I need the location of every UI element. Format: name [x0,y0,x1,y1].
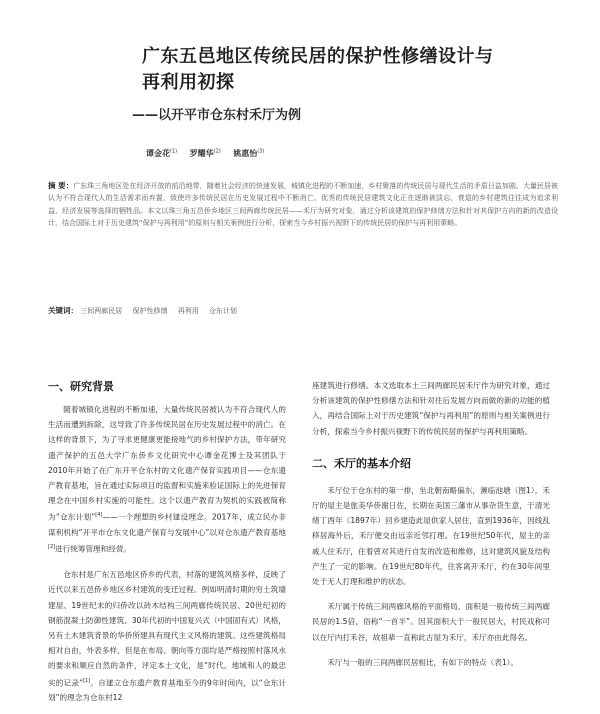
section-heading-introduction: 二、禾厅的基本介绍 [312,456,411,470]
keyword: 保护性修缮 [132,307,168,315]
keywords-label: 关键词： [48,306,78,315]
body-paragraph: 禾厅属于传统三间两廊风格的平面格局，面积是一般传统三间两廊民居的1.5倍，俗称“一首半”。因其面积大于一般民居大，村民戏称可以在厅内打禾谷，故祖辈一直称此古屋为禾厅，禾厅亦由此得名。 [312,602,550,642]
author-2: 罗耀华$^{(2)}$ [189,148,221,158]
paper-subtitle: ——以开平市仓东村禾厅为例 [132,108,302,123]
keyword: 三间两廊民居 [80,307,123,315]
author-list [146,148,274,159]
title-line-2: 再利用初探 [142,72,235,93]
keyword: 再利用 [177,307,199,315]
author-3: 姚惠怡$^{(3)}$ [233,148,265,158]
left-column [48,378,286,705]
keywords [48,305,558,316]
keyword: 仓东计划 [208,307,237,315]
abstract [48,180,558,230]
title-line-1: 广东五邑地区传统民居的保护性修缮设计与 [142,46,494,67]
body-paragraph: 座建筑进行修缮。本文选取本土三间两廊民居禾厅作为研究对象，通过分析该建筑的保护性修缮方法和针对往后发展方向而做的新的功能的植入，再结合国际上对于历史建筑“保护与再利用”的原则与相关案例进行分析，探索当今乡村振兴视野下的传统民居的保护与再利用策略。 [312,381,550,436]
right-column [312,378,550,670]
section-heading-background: 一、研究背景 [48,380,114,393]
paper-title [142,44,562,96]
author-1: 谭金花$^{(1)}$ [146,148,178,158]
body-paragraph: 禾厅与一般的三间两廊民居相比，有如下的特点（表1）。 [327,657,519,667]
body-paragraph: 仓东村是广东五邑地区侨乡的代表，村落的建筑风格多样，反映了近代以来五邑侨乡地区乡村建筑的变迁过程。例如明清时期的穷土筑墙建屋、19世纪末的归侨改以砖木结构三间两廊传统民居、20世纪初的钢筋混凝土防御性建筑、30年代初的中国复兴式（中国固有式）风格，另有土木建筑背景的华侨所建具有现代主义风格的建筑。这些建筑格局相对自由，外表多样，但是在布局、朝向等方面均是严格按照村落风水的要求和顺应自然的条件，评定本土文化，是“时代、地域和人的最忠实的记录”[1]。自建立仓东遗产教育基地至今的9年时间内，以“仓东计划”的理念为仓东村12 [48,570,287,703]
abstract-text: 广东珠三角地区处在经济开放的前沿地带，随着社会经济的快速发展，城镇化进程的不断加速，乡村聚落的传统民居与现代生活的矛盾日益加剧。大量民居被认为不符合现代人的生活需求而弃置，致使许多传统民居在历史发展过程中不断消亡。优秀的传统民居建筑文化正在逐渐被淡忘，衰退的乡村建筑往往成为追求利益、经济发展等选择的牺牲品。本文以珠三角五邑侨乡地区三间两廊传统民居——禾厅为研究对象，通过分析该建筑的保护修缮方法和针对其保护方向的新的改造设计，结合国际上对于历史建筑“保护与再利用”的原则与相关案例进行分析，探索当今乡村振兴视野下的传统民居的保护与再利用策略。 [48,182,558,228]
body-paragraph: 随着城镇化进程的不断加速，大量传统民居被认为不符合现代人的生活而遭到拆除，这导致了许多传统民居在历史发展过程中的消亡。在这样的背景下，为了寻求更健康更能接地气的乡村保护方法，带年研究遗产保护的五邑大学广东侨乡文化研究中心谭金花博士及其团队于2010年开始了在广东开平仓东村的文化遗产保育实践项目——仓东遗产教育基地，旨在通过实际项目的监督和实施来验证国际上的先进保育理念在中国乡村实施的可能性。这个以遗产教育为契机的实践被简称为“仓东计划”[4]——一个理想的乡村建设理念。2017年，成立民办非谋利机构“开平市仓东文化遗产保育与发展中心”以对仓东遗产教育基地[2]进行统筹管理和经营。 [48,405,287,554]
body-paragraph: 禾厅位于仓东村的第一排，坐北朝南略偏东，濒临池塘（图1）。禾厅的屋主是旅美华侨谢日佐，长期在美国三藩市从事杂货生意，于清光绪丁酉年（1897年）回乡建造此屋供家人居住，直到1936年，因线乱移居海外后，禾厅便交由远亲近邻打理。在19世纪50年代，屋主的亲戚人住禾厅，住着曾对其进行自发的改造和维修，这对建筑风貌及结构产生了一定的影响。在19世纪80年代，住客离开禾厅，约在30年间里处于无人打理和维护的状态。 [312,485,550,587]
abstract-label: 摘 要： [48,181,74,190]
